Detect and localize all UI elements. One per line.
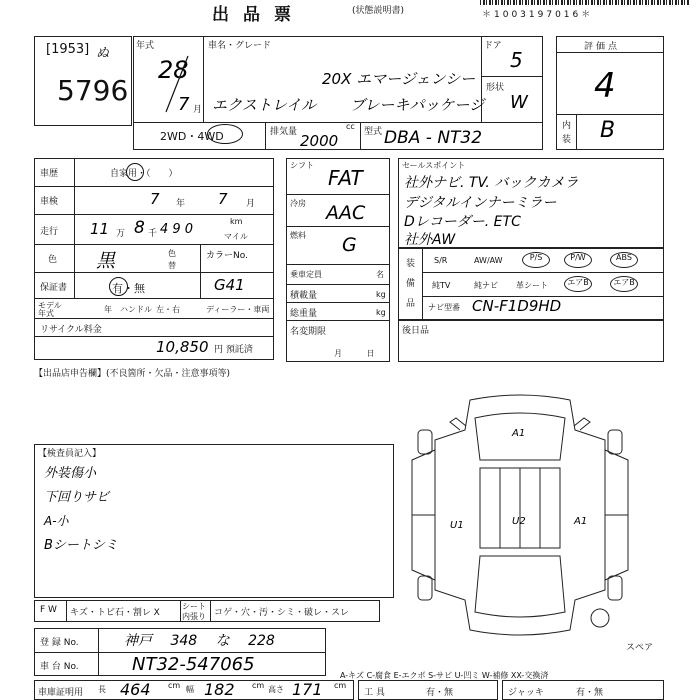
sales-point-line-4: 社外AW: [404, 232, 456, 248]
length-value: 464: [120, 680, 151, 699]
displacement-label: 排気量: [270, 127, 298, 137]
name-label: 車名・グレード: [208, 41, 272, 51]
inspection-month-unit: 月: [246, 199, 256, 209]
sales-point-line-2: デジタルインナーミラー: [404, 195, 557, 211]
vehicle-name: エクストレイル: [212, 96, 317, 114]
history-circle: [126, 163, 144, 181]
equipment-label-3: 品: [406, 299, 416, 309]
interior-score: B: [600, 118, 616, 143]
door-value: 5: [510, 48, 523, 72]
model-year-unit: 年: [104, 305, 112, 314]
model-year-label-2: 年式: [38, 309, 54, 318]
door-label: ドア: [484, 41, 502, 51]
mileage-sen: 8: [134, 218, 145, 238]
remarks-box: [398, 320, 664, 362]
jack-value: 有・無: [576, 688, 604, 698]
width-label: 幅: [186, 685, 194, 694]
inspector-note-3: A-小: [44, 514, 69, 528]
equip-abs: ABS: [610, 252, 638, 268]
sheet-label-2: 内張り: [182, 612, 206, 621]
equip-ps: P/S: [522, 252, 550, 268]
drive-4wd-circle: [207, 124, 243, 144]
reg-label: 登 録 No.: [40, 638, 79, 648]
reg-value: 神戸 348 な 228: [124, 633, 275, 649]
lot-tag: [1953]: [46, 42, 90, 57]
navi-model-value: CN-F1D9HD: [472, 297, 562, 315]
page-subtitle: (状態説明書): [352, 6, 405, 16]
evaluation-label: 評価点: [584, 42, 621, 52]
equip-sr: S/R: [434, 256, 448, 265]
grade-line1: 20X エマージェンシー: [322, 70, 476, 88]
inspection-year-unit: 年: [176, 199, 186, 209]
model-label: 型式: [364, 127, 383, 137]
mileage-man-unit: 万: [116, 229, 126, 239]
mileage-man: 11: [90, 220, 110, 238]
inspection-month: 7: [218, 190, 228, 208]
length-label: 長: [98, 685, 106, 694]
damage-mark-left: U1: [450, 520, 464, 531]
capacity-label: 乗車定員: [290, 270, 322, 279]
grade-line2: ブレーキパッケージ: [350, 96, 485, 114]
history-value: 自家用・（ ）: [110, 169, 178, 179]
warranty-label: 保証書: [40, 283, 68, 293]
handle-value: 左・右: [156, 305, 180, 314]
recycle-label: リサイクル料金: [40, 325, 102, 335]
damage-mark-roof: U2: [512, 516, 526, 527]
spare-label: スペア: [626, 643, 654, 653]
year-value: 28: [158, 56, 189, 84]
fuel-value: G: [342, 234, 357, 256]
interior-label-1: 内: [562, 121, 572, 131]
inspector-note-1: 外装傷小: [44, 466, 97, 481]
recycle-unit: 円 預託済: [214, 345, 253, 355]
shape-value: W: [510, 92, 528, 113]
model-value: DBA - NT32: [384, 128, 483, 148]
month-value: 7: [178, 94, 190, 115]
drive-type: 2WD・4WD: [160, 130, 224, 143]
inspector-note-4: Bシートシミ: [44, 538, 118, 553]
color-change-2: 替: [168, 261, 176, 270]
mileage-label: 走行: [40, 227, 59, 237]
sheet-items: コゲ・穴・汚・シミ・破レ・スレ: [214, 608, 350, 618]
height-label: 高さ: [268, 685, 284, 694]
interior-label-2: 装: [562, 135, 572, 145]
gross-unit: kg: [376, 308, 386, 317]
sales-point-line-1: 社外ナビ. TV. バックカメラ: [404, 175, 579, 191]
chassis-label: 車 台 No.: [40, 662, 79, 672]
height-unit: cm: [334, 681, 347, 690]
shape-label: 形状: [486, 83, 505, 93]
width-unit: cm: [252, 681, 265, 690]
mileage-rest: 4 9 0: [160, 222, 194, 237]
mileage-unit-km: km: [230, 217, 243, 226]
equip-airbag-2: エアB: [610, 276, 638, 292]
mileage-sen-unit: 千: [148, 229, 158, 239]
inspection-label: 車検: [40, 197, 59, 207]
equip-leather: 革シート: [516, 281, 548, 290]
damage-mark-right: A1: [574, 516, 588, 527]
fw-label: F W: [40, 605, 57, 615]
model-year-label-1: モデル: [38, 301, 62, 310]
year-label: 年式: [136, 41, 155, 51]
shift-label: シフト: [290, 161, 314, 170]
legend-codes: A-キズ C-腐食 E-エクボ S-サビ U-凹ミ W-補修 XX-交換済: [340, 671, 549, 680]
displacement-unit: cc: [346, 122, 355, 131]
sales-point-label: セールスポイント: [402, 161, 466, 170]
inspector-note-2: 下回りサビ: [44, 490, 110, 505]
damage-mark-front: A1: [512, 428, 526, 439]
equip-aw: AW/AW: [474, 256, 503, 265]
navi-model-label: ナビ型番: [428, 303, 460, 312]
remarks-label: 後日品: [402, 326, 430, 336]
evaluation-score: 4: [594, 66, 616, 106]
dealer-label: ディーラー・車両: [206, 305, 270, 314]
inspection-year: 7: [150, 190, 160, 208]
tools-label: 工 具: [364, 688, 385, 698]
mileage-unit-mile: マイル: [224, 232, 248, 241]
ac-label: 冷房: [290, 199, 306, 208]
load-unit: kg: [376, 290, 386, 299]
declaration-label: 【出品店申告欄】(不良箇所・欠品・注意事項等): [34, 369, 231, 379]
recycle-value: 10,850: [156, 338, 209, 356]
name-change-unit: 月 日: [334, 349, 375, 358]
color-change-1: 色: [168, 249, 176, 258]
equip-airbag-1: エアB: [564, 276, 592, 292]
color-no-value: G41: [214, 276, 245, 294]
equip-pw: P/W: [564, 252, 592, 268]
equip-tv: 純TV: [432, 281, 451, 290]
load-label: 積載量: [290, 291, 318, 301]
page-title: 出品票: [212, 5, 305, 25]
displacement-value: 2000: [300, 132, 339, 150]
barcode-number: ＊1003197016＊: [482, 10, 594, 20]
warranty-circle: [109, 277, 128, 296]
sheet-label-1: シート: [182, 602, 206, 611]
length-unit: cm: [168, 681, 181, 690]
equipment-label-1: 装: [406, 259, 416, 269]
cert-label: 車庫証明用: [38, 688, 84, 698]
capacity-unit: 名: [376, 270, 384, 279]
color-no-label: カラーNo.: [206, 251, 248, 261]
barcode: [480, 0, 690, 5]
jack-label: ジャッキ: [508, 688, 544, 698]
sales-point-line-3: Dレコーダー. ETC: [404, 214, 521, 230]
fuel-label: 燃料: [290, 231, 306, 240]
lot-number: 5796: [57, 74, 129, 107]
shift-value: FAT: [328, 166, 363, 190]
inspector-label: 【検査員記入】: [38, 449, 102, 459]
name-change-label: 名変期限: [290, 327, 327, 337]
color-value: 黒: [96, 250, 116, 272]
equip-navi: 純ナビ: [474, 281, 498, 290]
ac-value: AAC: [326, 202, 366, 224]
chassis-value: NT32-547065: [132, 654, 255, 675]
lot-code: ぬ: [96, 46, 110, 61]
equipment-label-2: 備: [406, 279, 416, 289]
month-unit: 月: [193, 105, 203, 115]
tools-value: 有・無: [426, 688, 454, 698]
fw-items: キズ・トビ石・割レ X: [70, 608, 160, 618]
width-value: 182: [204, 680, 235, 699]
warranty-value: 有・無: [112, 282, 145, 295]
color-label: 色: [48, 255, 58, 265]
handle-label: ハンドル: [120, 305, 152, 314]
gross-label: 総重量: [290, 309, 318, 319]
height-value: 171: [292, 680, 323, 699]
history-label: 車歴: [40, 169, 59, 179]
